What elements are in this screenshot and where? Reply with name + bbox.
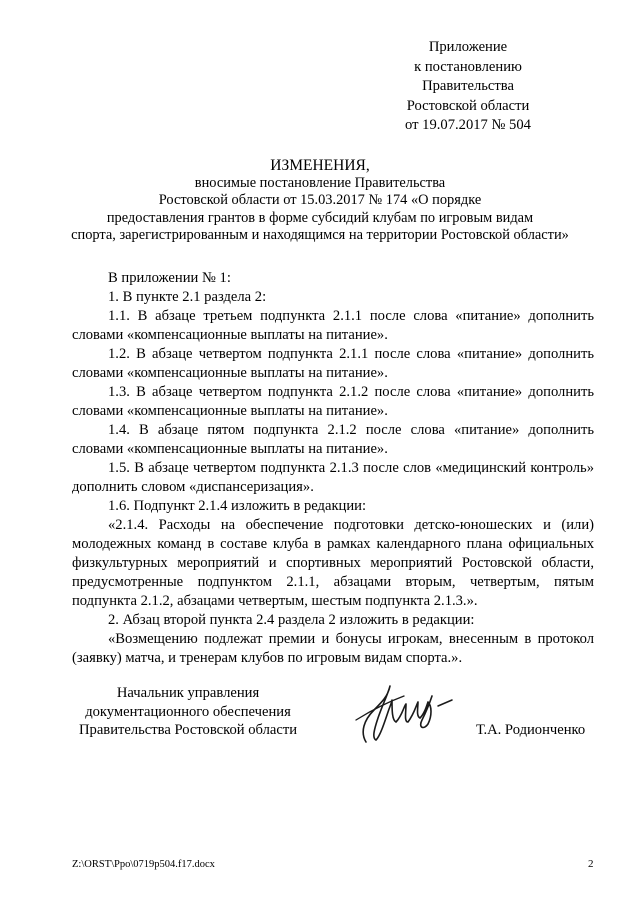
signatory-position — [72, 684, 304, 740]
title-line: Ростовской области от 15.03.2017 № 174 «О порядке — [158, 192, 482, 209]
body-paragraph: 1.6. Подпункт 2.1.4 изложить в редакции: — [108, 498, 367, 514]
body-paragraph: 1.2. В абзаце четвертом подпункта 2.1.1 после слова «питание» дополнить словами «компенсационные выплаты на питание». — [72, 346, 594, 381]
signatory-name: Т.А. Родионченко — [476, 722, 586, 738]
handwritten-signature — [352, 676, 456, 752]
appendix-line: Правительства — [422, 78, 514, 94]
document-body — [72, 269, 594, 668]
body-paragraph: В приложении № 1: — [108, 270, 231, 286]
appendix-line: Приложение — [428, 39, 508, 55]
body-paragraph: 1.3. В абзаце четвертом подпункта 2.1.2 после слова «питание» дополнить словами «компенсационные выплаты на питание». — [72, 384, 594, 419]
body-paragraph: 1.4. В абзаце пятом подпункта 2.1.2 после слова «питание» дополнить словами «компенсационные выплаты на питание». — [72, 422, 594, 457]
body-paragraph: 2. Абзац второй пункта 2.4 раздела 2 изложить в редакции: — [108, 612, 475, 628]
position-line: Правительства Ростовской области — [78, 722, 298, 738]
body-paragraph: 1.1. В абзаце третьем подпункта 2.1.1 после слова «питание» дополнить словами «компенсационные выплаты на питание». — [72, 308, 594, 343]
title-line: спорта, зарегистрированным и находящимся на территории Ростовской области» — [71, 227, 569, 244]
page-number: 2 — [588, 858, 594, 870]
body-paragraph: 1. В пункте 2.1 раздела 2: — [108, 289, 267, 305]
body-paragraph: «Возмещению подлежат премии и бонусы игрокам, внесенным в протокол (заявку) матча, и тренерам клубов по игровым видам спорта.». — [72, 631, 594, 666]
title-line: вносимые постановление Правительства — [194, 175, 446, 191]
title-line: предоставления грантов в форме субсидий клубам по игровым видам — [106, 209, 534, 226]
appendix-line: Ростовской области — [406, 97, 530, 114]
file-path: Z:\ORST\Ppo\0719p504.f17.docx — [72, 859, 215, 870]
appendix-line: к постановлению — [414, 58, 522, 75]
position-line: Начальник управления — [116, 685, 260, 701]
document-title — [60, 157, 580, 245]
title-heading: ИЗМЕНЕНИЯ, — [270, 157, 370, 174]
appendix-header — [368, 38, 568, 136]
appendix-line: от 19.07.2017 № 504 — [405, 117, 531, 133]
position-line: документационного обеспечения — [85, 703, 291, 720]
body-paragraph: 1.5. В абзаце четвертом подпункта 2.1.3 после слов «медицинский контроль» дополнить словом «диспансеризация». — [72, 460, 594, 495]
body-paragraph: «2.1.4. Расходы на обеспечение подготовки детско-юношеских и (или) молодежных команд в составе клуба в рамках календарного плана официальных физкультурных мероприятий и спортивных мероприятий Ростовской области, предусмотренные подпунктом 2.1.1, абзацами вторым, четвертым, пятым подпункта 2.1.2, абзацами четвертым, шестым подпункта 2.1.3.». — [72, 517, 594, 609]
